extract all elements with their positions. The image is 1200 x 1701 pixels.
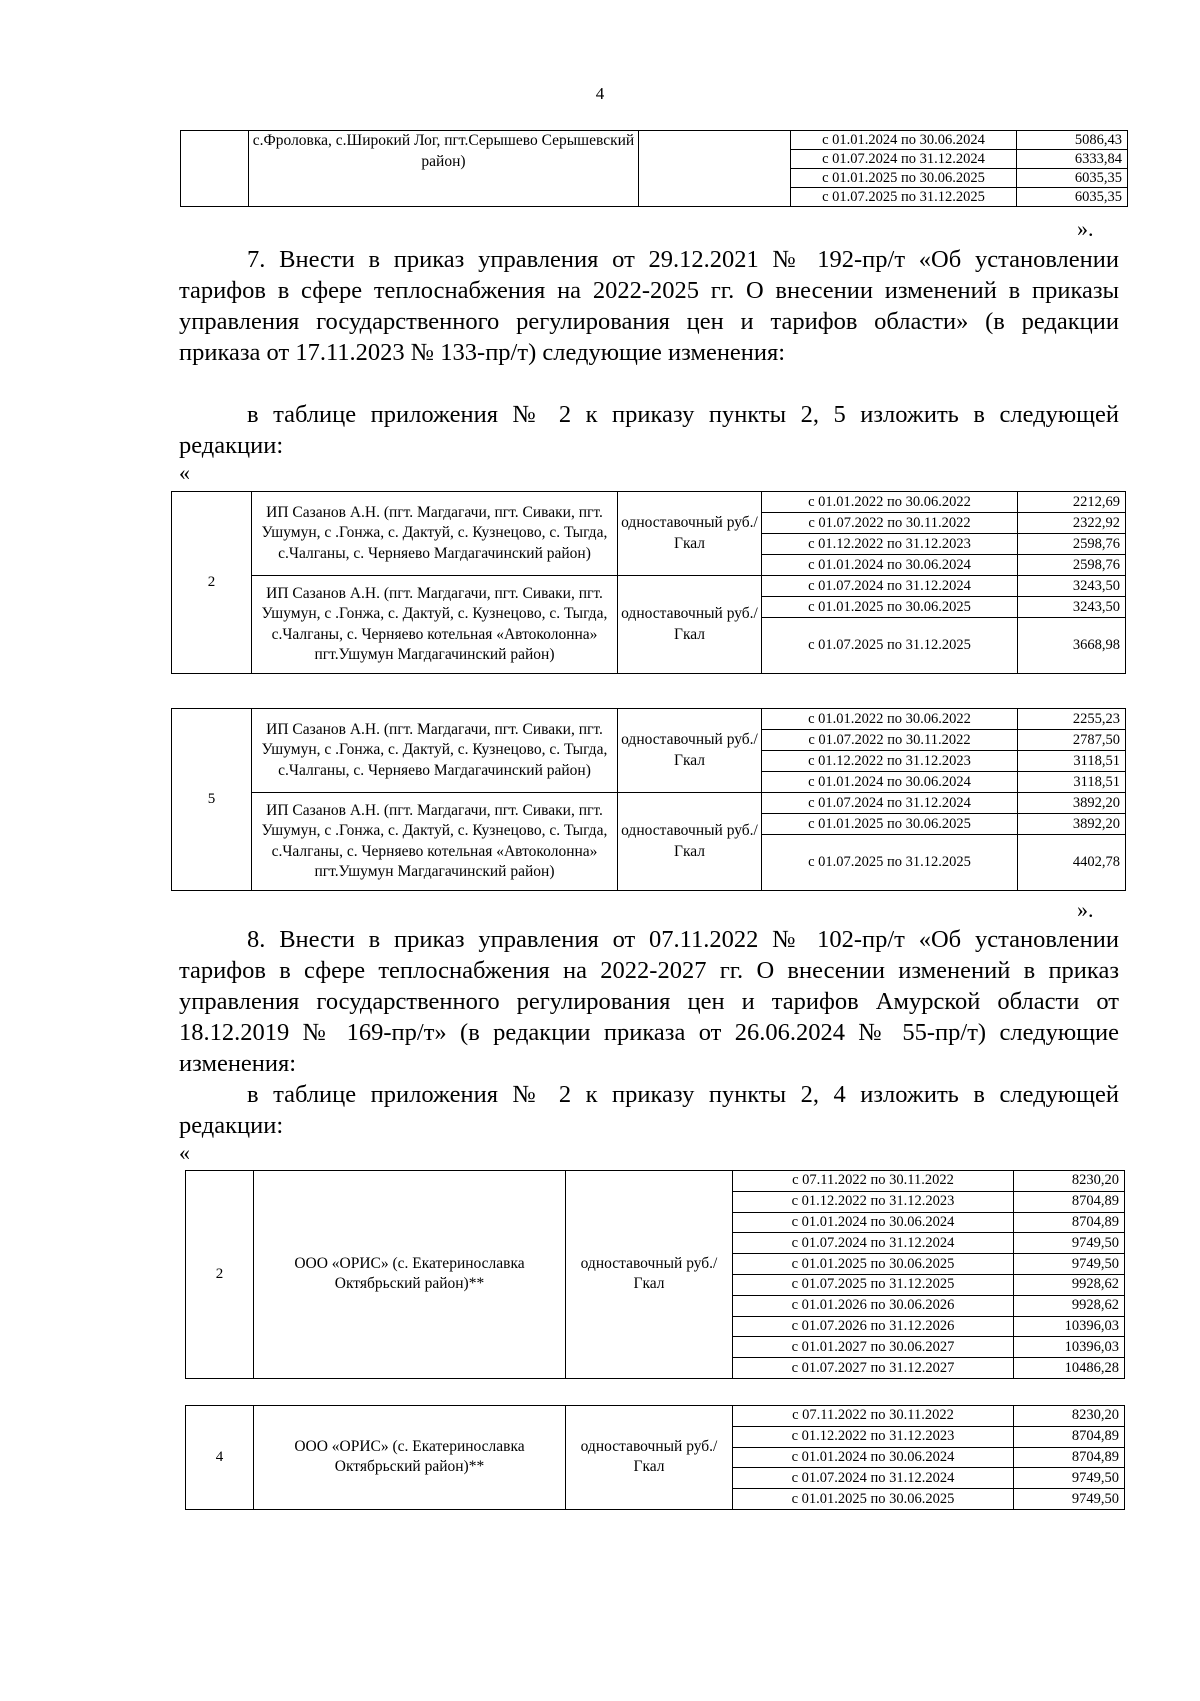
period-cell: с 01.01.2024 по 30.06.2024: [733, 1447, 1014, 1468]
period-cell: с 01.01.2025 по 30.06.2025: [791, 169, 1017, 188]
organization-cell: ООО «ОРИС» (с. Екатеринославка Октябрьский район)**: [254, 1406, 566, 1510]
period-cell: с 01.01.2026 по 30.06.2026: [733, 1295, 1014, 1316]
opening-quote: «: [179, 460, 190, 485]
period-cell: с 01.01.2024 по 30.06.2024: [762, 555, 1018, 576]
organization-cell: с.Фроловка, с.Широкий Лог, пгт.Серышево Серышевский район): [249, 131, 639, 207]
item-number-cell: 2: [186, 1171, 254, 1379]
period-cell: с 01.12.2022 по 31.12.2023: [762, 751, 1018, 772]
period-cell: с 01.07.2022 по 30.11.2022: [762, 513, 1018, 534]
item-number-cell: [181, 131, 249, 207]
period-cell: с 01.07.2024 по 31.12.2024: [762, 576, 1018, 597]
tariff-value-cell: 8704,89: [1014, 1212, 1125, 1233]
tariff-value-cell: 6333,84: [1017, 150, 1128, 169]
unit-cell: одноставочный руб./Гкал: [566, 1171, 733, 1379]
period-cell: с 01.07.2022 по 30.11.2022: [762, 730, 1018, 751]
tariff-value-cell: 9749,50: [1014, 1468, 1125, 1489]
tariff-value-cell: 6035,35: [1017, 169, 1128, 188]
tariff-table-oris-item-2: [185, 1170, 1125, 1379]
period-cell: с 01.07.2025 по 31.12.2025: [733, 1274, 1014, 1295]
period-cell: с 01.01.2027 по 30.06.2027: [733, 1337, 1014, 1358]
tariff-value-cell: 5086,43: [1017, 131, 1128, 150]
tariff-value-cell: 2255,23: [1018, 709, 1126, 730]
tariff-value-cell: 3118,51: [1018, 772, 1126, 793]
opening-quote: «: [179, 1140, 190, 1165]
period-cell: с 01.01.2022 по 30.06.2022: [762, 492, 1018, 513]
organization-cell: ИП Сазанов А.Н. (пгт. Магдагачи, пгт. Сиваки, пгт. Ушумун, с .Гонжа, с. Дактуй, с. Кузнецово, с. Тыгда, с.Чалганы, с. Черняево котельная «Автоколонна» пгт.Ушумун Магдагачинский район): [252, 576, 618, 674]
organization-cell: ООО «ОРИС» (с. Екатеринославка Октябрьский район)**: [254, 1171, 566, 1379]
tariff-value-cell: 9749,50: [1014, 1489, 1125, 1510]
period-cell: с 01.07.2024 по 31.12.2024: [791, 150, 1017, 169]
organization-cell: ИП Сазанов А.Н. (пгт. Магдагачи, пгт. Сиваки, пгт. Ушумун, с .Гонжа, с. Дактуй, с. Кузнецово, с. Тыгда, с.Чалганы, с. Черняево Магдагачинский район): [252, 709, 618, 793]
tariff-value-cell: 9928,62: [1014, 1295, 1125, 1316]
organization-cell: ИП Сазанов А.Н. (пгт. Магдагачи, пгт. Сиваки, пгт. Ушумун, с .Гонжа, с. Дактуй, с. Кузнецово, с. Тыгда, с.Чалганы, с. Черняево Магдагачинский район): [252, 492, 618, 576]
section-7-table-intro: в таблице приложения № 2 к приказу пункты 2, 5 изложить в следующей редакции:: [179, 401, 1119, 459]
organization-cell: ИП Сазанов А.Н. (пгт. Магдагачи, пгт. Сиваки, пгт. Ушумун, с .Гонжа, с. Дактуй, с. Кузнецово, с. Тыгда, с.Чалганы, с. Черняево котельная «Автоколонна» пгт.Ушумун Магдагачинский район): [252, 793, 618, 891]
unit-cell: одноставочный руб./Гкал: [618, 793, 762, 891]
period-cell: с 01.01.2024 по 30.06.2024: [733, 1212, 1014, 1233]
tariff-value-cell: 3243,50: [1018, 576, 1126, 597]
tariff-value-cell: 9928,62: [1014, 1274, 1125, 1295]
tariff-value-cell: 2598,76: [1018, 534, 1126, 555]
page-number: 4: [595, 84, 605, 103]
tariff-value-cell: 8704,89: [1014, 1426, 1125, 1447]
period-cell: с 01.07.2024 по 31.12.2024: [762, 793, 1018, 814]
tariff-table-continuation: [180, 130, 1128, 207]
tariff-value-cell: 3243,50: [1018, 597, 1126, 618]
tariff-value-cell: 2598,76: [1018, 555, 1126, 576]
period-cell: с 01.07.2024 по 31.12.2024: [733, 1468, 1014, 1489]
tariff-value-cell: 10396,03: [1014, 1337, 1125, 1358]
tariff-value-cell: 3892,20: [1018, 793, 1126, 814]
period-cell: с 01.07.2026 по 31.12.2026: [733, 1316, 1014, 1337]
tariff-value-cell: 2322,92: [1018, 513, 1126, 534]
tariff-value-cell: 8230,20: [1014, 1171, 1125, 1192]
tariff-value-cell: 6035,35: [1017, 188, 1128, 207]
tariff-table-item-5: [171, 708, 1126, 891]
tariff-value-cell: 8704,89: [1014, 1191, 1125, 1212]
period-cell: с 01.01.2025 по 30.06.2025: [762, 597, 1018, 618]
unit-cell: одноставочный руб./Гкал: [618, 709, 762, 793]
section-7-paragraph: 7. Внести в приказ управления от 29.12.2021 № 192-пр/т «Об установлении тарифов в сфере теплоснабжения на 2022-2025 гг. О внесении изменений в приказы управления государственного регулирования цен и тарифов области» (в редакции приказа от 17.11.2023 № 133-пр/т) следующие изменения:: [179, 246, 1119, 366]
item-number-cell: 4: [186, 1406, 254, 1510]
period-cell: с 07.11.2022 по 30.11.2022: [733, 1406, 1014, 1427]
unit-cell: [639, 131, 791, 207]
tariff-value-cell: 3118,51: [1018, 751, 1126, 772]
period-cell: с 07.11.2022 по 30.11.2022: [733, 1171, 1014, 1192]
item-number-cell: 5: [172, 709, 252, 891]
tariff-value-cell: 9749,50: [1014, 1254, 1125, 1275]
unit-cell: одноставочный руб./Гкал: [566, 1406, 733, 1510]
period-cell: с 01.12.2022 по 31.12.2023: [762, 534, 1018, 555]
unit-cell: одноставочный руб./Гкал: [618, 576, 762, 674]
tariff-table-oris-item-4: [185, 1405, 1125, 1510]
period-cell: с 01.12.2022 по 31.12.2023: [733, 1426, 1014, 1447]
closing-quote: ».: [1077, 216, 1094, 241]
period-cell: с 01.07.2024 по 31.12.2024: [733, 1233, 1014, 1254]
tariff-value-cell: 2787,50: [1018, 730, 1126, 751]
tariff-value-cell: 8704,89: [1014, 1447, 1125, 1468]
period-cell: с 01.01.2024 по 30.06.2024: [791, 131, 1017, 150]
period-cell: с 01.01.2022 по 30.06.2022: [762, 709, 1018, 730]
period-cell: с 01.01.2025 по 30.06.2025: [762, 814, 1018, 835]
closing-quote: ».: [1077, 897, 1094, 922]
period-cell: с 01.07.2027 по 31.12.2027: [733, 1358, 1014, 1379]
period-cell: с 01.07.2025 по 31.12.2025: [791, 188, 1017, 207]
tariff-value-cell: 10396,03: [1014, 1316, 1125, 1337]
tariff-value-cell: 3668,98: [1018, 618, 1126, 674]
item-number-cell: 2: [172, 492, 252, 674]
period-cell: с 01.12.2022 по 31.12.2023: [733, 1191, 1014, 1212]
tariff-value-cell: 8230,20: [1014, 1406, 1125, 1427]
tariff-value-cell: 10486,28: [1014, 1358, 1125, 1379]
tariff-table-item-2: [171, 491, 1126, 674]
unit-cell: одноставочный руб./Гкал: [618, 492, 762, 576]
section-8-paragraph: 8. Внести в приказ управления от 07.11.2022 № 102-пр/т «Об установлении тарифов в сфере теплоснабжения на 2022-2027 гг. О внесении изменений в приказ управления государственного регулирования цен и тарифов Амурской области от 18.12.2019 № 169-пр/т» (в редакции приказа от 26.06.2024 № 55-пр/т) следующие изменения:: [179, 926, 1119, 1077]
period-cell: с 01.01.2024 по 30.06.2024: [762, 772, 1018, 793]
period-cell: с 01.01.2025 по 30.06.2025: [733, 1254, 1014, 1275]
period-cell: с 01.01.2025 по 30.06.2025: [733, 1489, 1014, 1510]
tariff-value-cell: 2212,69: [1018, 492, 1126, 513]
section-8-table-intro: в таблице приложения № 2 к приказу пункты 2, 4 изложить в следующей редакции:: [179, 1081, 1119, 1139]
tariff-value-cell: 9749,50: [1014, 1233, 1125, 1254]
tariff-value-cell: 4402,78: [1018, 835, 1126, 891]
period-cell: с 01.07.2025 по 31.12.2025: [762, 618, 1018, 674]
period-cell: с 01.07.2025 по 31.12.2025: [762, 835, 1018, 891]
tariff-value-cell: 3892,20: [1018, 814, 1126, 835]
